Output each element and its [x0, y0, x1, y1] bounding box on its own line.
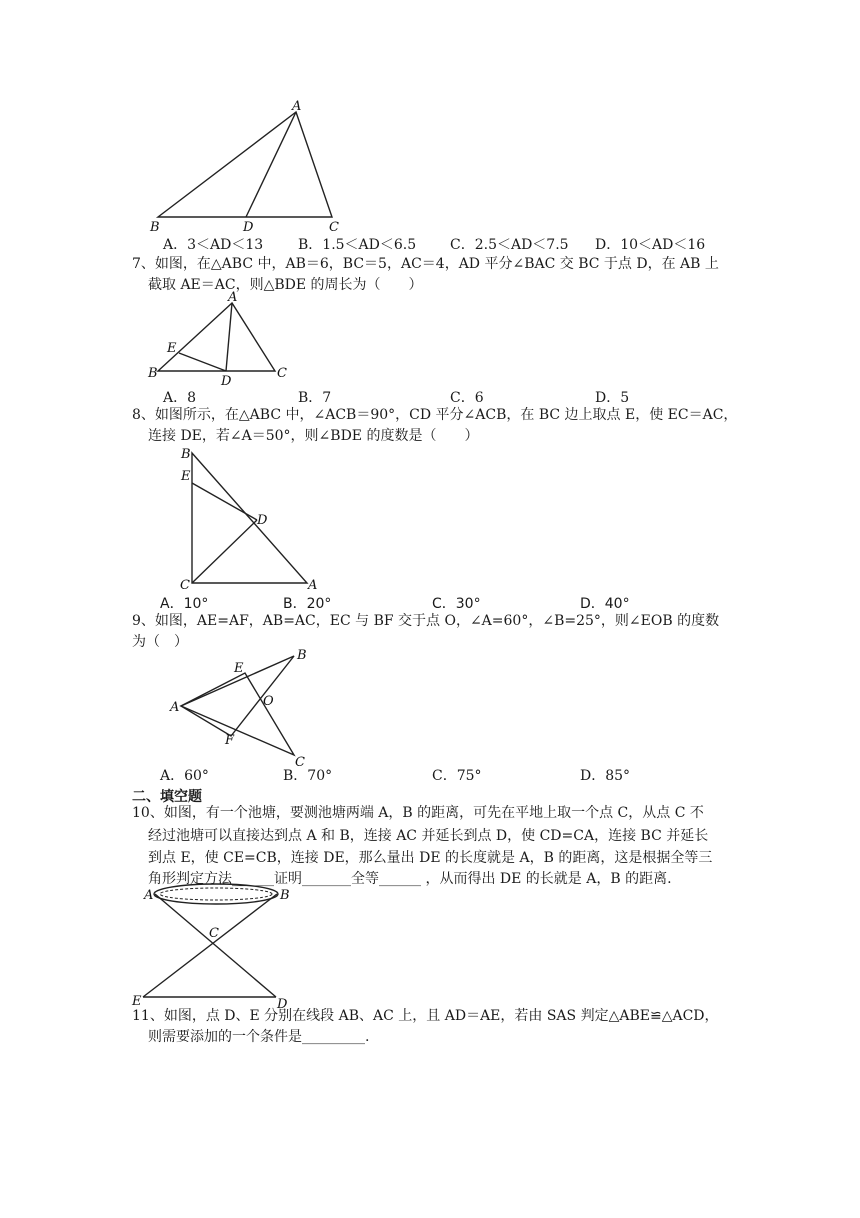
q7-question-line2: 截取 AE＝AC，则△BDE 的周长为（ ） [148, 277, 423, 293]
q8-option-b[interactable]: B．20° [283, 596, 332, 612]
q7-option-b[interactable]: B．7 [298, 390, 332, 406]
q10-label-e: E [132, 994, 142, 1009]
q6-triangle-figure [145, 100, 355, 240]
q9-label-b: B [297, 648, 307, 663]
q8-label-b: B [181, 447, 191, 462]
q11-question-line1: 11、如图，点 D、E 分别在线段 AB、AC 上，且 AD＝AE，若由 SAS 判定△ABE≌△ACD， [132, 1008, 719, 1024]
q8-triangle-abc [192, 453, 307, 583]
q7-option-a[interactable]: A．8 [163, 390, 197, 406]
section-heading-fill-in: 二、填空题 [132, 789, 202, 805]
q7-option-c[interactable]: C．6 [450, 390, 484, 406]
q6-option-d[interactable]: D．10＜AD＜16 [595, 237, 706, 253]
q7-segment-ad [226, 303, 232, 371]
q6-label-c: C [329, 220, 339, 235]
q7-label-b: B [148, 366, 158, 381]
q7-triangle-abc [158, 303, 275, 371]
q6-option-a[interactable]: A．3＜AD＜13 [163, 237, 264, 253]
q6-label-a: A [292, 99, 302, 114]
q9-triangle-ace [181, 673, 294, 755]
q9-label-o: O [263, 694, 274, 709]
q9-label-a: A [170, 700, 180, 715]
q10-label-b: B [280, 888, 290, 903]
q10-pond-figure [132, 875, 300, 1012]
q7-triangle-figure [145, 288, 305, 388]
q11-question-line2: 则需要添加的一个条件是_________. [148, 1029, 370, 1045]
q9-option-c[interactable]: C．75° [432, 768, 482, 784]
q10-question-line4: 角形判定方法______证明_______全等______ ，从而得出 DE 的长就是 A，B 的距离. [148, 871, 672, 887]
q9-question-line1: 9、如图，AE=AF，AB=AC，EC 与 BF 交于点 O，∠A=60°，∠B=25°，则∠EOB 的度数 [132, 613, 720, 629]
q10-pond-ellipse [154, 884, 278, 904]
q7-label-d: D [221, 374, 232, 389]
q6-label-d: D [243, 220, 254, 235]
q8-segment-ed [192, 483, 257, 520]
q10-label-a: A [144, 888, 154, 903]
q9-option-b[interactable]: B．70° [283, 768, 333, 784]
q8-option-a[interactable]: A．10° [160, 596, 209, 612]
q9-question-line2: 为（ ） [132, 634, 188, 650]
q6-option-c[interactable]: C．2.5＜AD＜7.5 [450, 237, 569, 253]
q7-segment-ed [179, 353, 226, 371]
q9-figure [160, 645, 320, 770]
q8-label-c: C [180, 578, 190, 593]
q9-option-a[interactable]: A．60° [160, 768, 209, 784]
q8-label-a: A [308, 578, 318, 593]
q8-label-d: D [257, 513, 268, 528]
q10-label-c: C [209, 926, 219, 941]
q7-question-line1: 7、如图，在△ABC 中，AB＝6，BC＝5，AC＝4，AD 平分∠BAC 交 BC 于点 D，在 AB 上 [132, 256, 719, 272]
q10-label-d: D [277, 997, 288, 1012]
q9-option-d[interactable]: D．85° [580, 768, 631, 784]
q6-option-b[interactable]: B．1.5＜AD＜6.5 [298, 237, 417, 253]
q8-option-c[interactable]: C．30° [432, 596, 481, 612]
q7-label-c: C [277, 366, 287, 381]
q8-question-line1: 8、如图所示，在△ABC 中，∠ACB＝90°，CD 平分∠ACB，在 BC 边上取点 E，使 EC＝AC， [132, 407, 738, 423]
q10-question-line1: 10、如图，有一个池塘，要测池塘两端 A，B 的距离，可先在平地上取一个点 C，从点 C 不 [132, 805, 704, 821]
q8-triangle-figure [170, 445, 330, 593]
q7-label-e: E [167, 341, 177, 356]
q7-label-a: A [228, 290, 238, 305]
q8-label-e: E [181, 469, 191, 484]
q7-option-d[interactable]: D．5 [595, 390, 630, 406]
q9-label-e: E [234, 661, 244, 676]
q8-option-d[interactable]: D．40° [580, 596, 630, 612]
q8-segment-cd [192, 520, 257, 583]
q6-label-b: B [150, 220, 160, 235]
q9-label-f: F [225, 733, 235, 748]
q9-label-c: C [295, 755, 305, 770]
q6-segment-ad [246, 112, 296, 217]
q10-pond-inner-dashed [160, 888, 272, 900]
q8-question-line2: 连接 DE，若∠A＝50°，则∠BDE 的度数是（ ） [148, 428, 479, 444]
q6-triangle-abc [158, 112, 332, 217]
q10-question-line3: 到点 E，使 CE=CB，连接 DE，那么量出 DE 的长度就是 A，B 的距离，这是根据全等三 [148, 850, 713, 866]
q10-question-line2: 经过池塘可以直接达到点 A 和 B，连接 AC 并延长到点 D，使 CD=CA，连接 BC 并延长 [148, 828, 709, 844]
